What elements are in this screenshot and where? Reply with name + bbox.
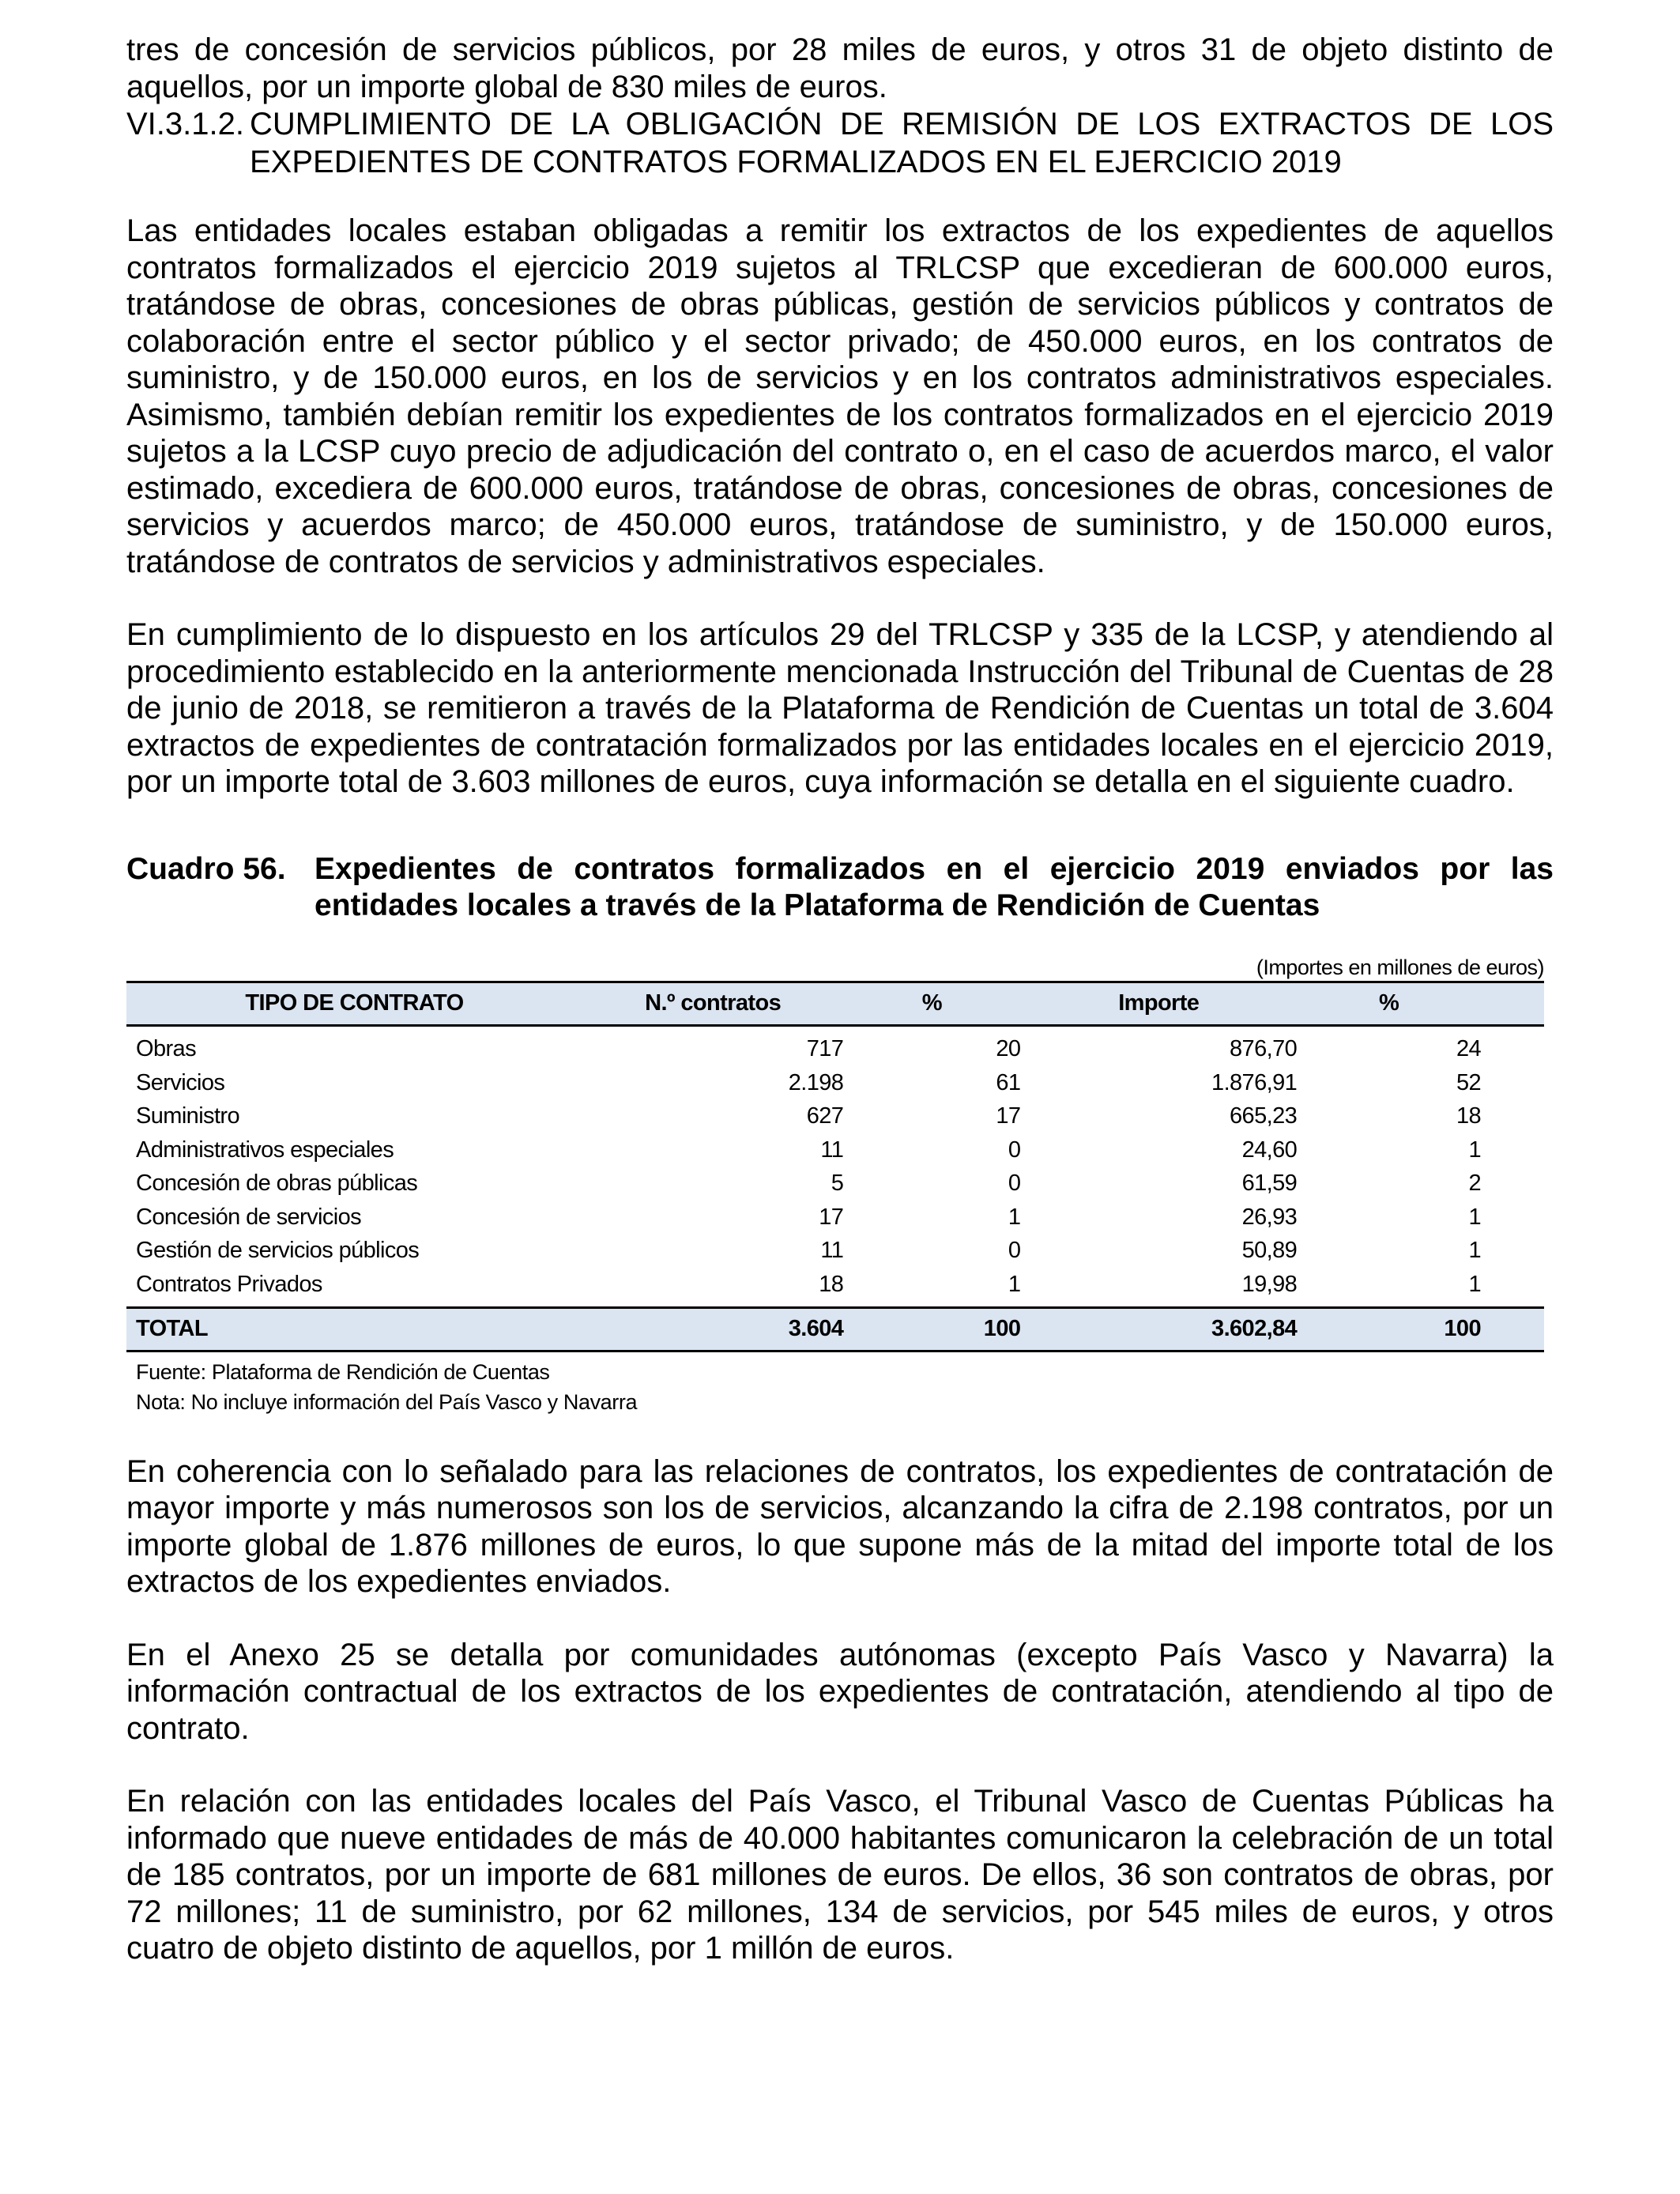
row-contract-count: 11: [820, 1238, 844, 1264]
table-row: [126, 1167, 1544, 1201]
table-source: Fuente: Plataforma de Rendición de Cuentas: [136, 1359, 550, 1384]
table-note: Nota: No incluye información del País Vasco y Navarra: [136, 1389, 638, 1414]
row-amount: 50,89: [1241, 1238, 1298, 1264]
table-row: [126, 1201, 1544, 1235]
row-contract-count: 18: [819, 1271, 844, 1297]
table-total-row: [126, 1307, 1544, 1351]
intro-paragraph: tres de concesión de servicios públicos, por 28 miles de euros, y otros 31 de objeto distinto de aquellos, por un importe global de 830 miles de euros.: [126, 32, 1554, 104]
paragraph-obligations: Las entidades locales estaban obligadas a remitir los extractos de los expedientes de aquellos contratos formalizados el ejercicio 2019 sujetos al TRLCSP que excedieran de 600.000 euros, tratándose de obras, concesiones de obras públicas, gestión de servicios públicos y contratos de colaboración entre el sector público y el sector privado; de 450.000 euros, en los contratos de suministro, y de 150.000 euros, en los de servicios y en los contratos administrativos especiales. Asimismo, también debían remitir los expedientes de los contratos formalizados en el ejercicio 2019 sujetos a la LCSP cuyo precio de adjudicación del contrato o, en el caso de acuerdos marco, el valor estimado, excediera de 600.000 euros, tratándose de obras, concesiones de obras, concesiones de servicios y acuerdos marco; de 450.000 euros, tratándose de suministro, y de 150.000 euros, tratándose de contratos de servicios y administrativos especiales.: [126, 213, 1554, 579]
row-amount-percent: 1: [1468, 1137, 1481, 1163]
header-amount: Importe: [1020, 982, 1297, 1025]
row-amount-percent: 24: [1456, 1036, 1481, 1062]
table-row: [126, 1025, 1544, 1066]
row-amount: 1.876,91: [1211, 1069, 1298, 1095]
section-title: CUMPLIMIENTO DE LA OBLIGACIÓN DE REMISIÓN DE LOS EXTRACTOS DE LOS EXPEDIENTES DE CONTRATOS FORMALIZADOS EN EL EJERCICIO 2019: [250, 107, 1554, 179]
row-count-percent: 20: [996, 1036, 1021, 1062]
row-amount: 665,23: [1230, 1103, 1298, 1129]
document-page: [126, 32, 1554, 1967]
row-contract-count: 11: [820, 1137, 844, 1163]
table-row: [126, 1268, 1544, 1307]
row-contract-type: Administrativos especiales: [136, 1137, 394, 1163]
row-contract-type: Contratos Privados: [136, 1271, 322, 1297]
table-notes: [126, 1357, 1554, 1417]
row-amount: 26,93: [1241, 1204, 1298, 1230]
row-amount-percent: 1: [1468, 1271, 1481, 1297]
section-number: VI.3.1.2.: [126, 107, 244, 141]
table-caption: [126, 851, 1554, 924]
row-amount: 19,98: [1241, 1271, 1298, 1297]
row-count-percent: 61: [996, 1069, 1021, 1095]
row-count-percent: 1: [1008, 1204, 1021, 1230]
row-contract-count: 627: [806, 1103, 844, 1129]
total-amount-percent: 100: [1297, 1307, 1544, 1351]
row-contract-count: 5: [831, 1171, 844, 1197]
row-count-percent: 0: [1008, 1171, 1021, 1197]
row-contract-count: 717: [806, 1036, 844, 1062]
header-contract-count: N.º contratos: [582, 982, 843, 1025]
row-contract-type: Servicios: [136, 1069, 225, 1095]
row-amount-percent: 1: [1468, 1238, 1481, 1264]
row-amount: 876,70: [1230, 1036, 1298, 1062]
header-count-percent: %: [843, 982, 1020, 1025]
paragraph-compliance: En cumplimiento de lo dispuesto en los artículos 29 del TRLCSP y 335 de la LCSP, y atendiendo al procedimiento establecido en la anteriormente mencionada Instrucción del Tribunal de Cuentas de 28 de junio de 2018, se remitieron a través de la Plataforma de Rendición de Cuentas un total de 3.604 extractos de expedientes de contratación formalizados por las entidades locales en el ejercicio 2019, por un importe total de 3.603 millones de euros, cuya información se detalla en el siguiente cuadro.: [126, 617, 1554, 799]
header-amount-percent: %: [1297, 982, 1544, 1025]
row-amount-percent: 2: [1468, 1171, 1481, 1197]
row-count-percent: 0: [1008, 1137, 1021, 1163]
row-contract-type: Suministro: [136, 1103, 239, 1129]
header-contract-type: TIPO DE CONTRATO: [126, 982, 582, 1025]
contracts-table: [126, 981, 1544, 1352]
total-count-percent: 100: [843, 1307, 1020, 1351]
table-caption-label: Cuadro 56.: [126, 851, 286, 886]
total-count: 3.604: [582, 1307, 843, 1351]
row-count-percent: 0: [1008, 1238, 1021, 1264]
row-contract-type: Concesión de obras públicas: [136, 1171, 418, 1197]
row-count-percent: 17: [996, 1103, 1021, 1129]
row-contract-type: Obras: [136, 1036, 196, 1062]
total-label: TOTAL: [126, 1307, 582, 1351]
row-amount: 61,59: [1241, 1171, 1298, 1197]
row-contract-type: Concesión de servicios: [136, 1204, 361, 1230]
paragraph-services-analysis: En coherencia con lo señalado para las relaciones de contratos, los expedientes de contratación de mayor importe y más numerosos son los de servicios, alcanzando la cifra de 2.198 contratos, por un importe global de 1.876 millones de euros, lo que supone más de la mitad del importe total de los extractos de los expedientes enviados.: [126, 1453, 1554, 1599]
table-row: [126, 1100, 1544, 1134]
section-heading: [126, 105, 1554, 181]
table-caption-title: Expedientes de contratos formalizados en el ejercicio 2019 enviados por las entidades locales a través de la Plataforma de Rendición de Cuentas: [315, 851, 1554, 922]
row-contract-count: 2.198: [788, 1069, 844, 1095]
table-row: [126, 1235, 1544, 1269]
row-amount: 24,60: [1241, 1137, 1298, 1163]
table-body: [126, 1025, 1544, 1307]
row-amount-percent: 52: [1456, 1069, 1481, 1095]
table-row: [126, 1066, 1544, 1100]
row-contract-type: Gestión de servicios públicos: [136, 1238, 420, 1264]
paragraph-anexo: En el Anexo 25 se detalla por comunidades autónomas (excepto País Vasco y Navarra) la información contractual de los extractos de los expedientes de contratación, atendiendo al tipo de contrato.: [126, 1637, 1554, 1746]
table-row: [126, 1133, 1544, 1167]
row-amount-percent: 18: [1456, 1103, 1481, 1129]
paragraph-pais-vasco: En relación con las entidades locales del País Vasco, el Tribunal Vasco de Cuentas Públicas ha informado que nueve entidades de más de 40.000 habitantes comunicaron la celebración de un total de 185 contratos, por un importe de 681 millones de euros. De ellos, 36 son contratos de obras, por 72 millones; 11 de suministro, por 62 millones, 134 de servicios, por 545 miles de euros, y otros cuatro de objeto distinto de aquellos, por 1 millón de euros.: [126, 1784, 1554, 1966]
total-amount: 3.602,84: [1020, 1307, 1297, 1351]
table-units-note: (Importes en millones de euros): [1256, 955, 1544, 979]
table-header-row: [126, 982, 1544, 1025]
row-amount-percent: 1: [1468, 1204, 1481, 1230]
row-count-percent: 1: [1008, 1271, 1021, 1297]
row-contract-count: 17: [819, 1204, 844, 1230]
